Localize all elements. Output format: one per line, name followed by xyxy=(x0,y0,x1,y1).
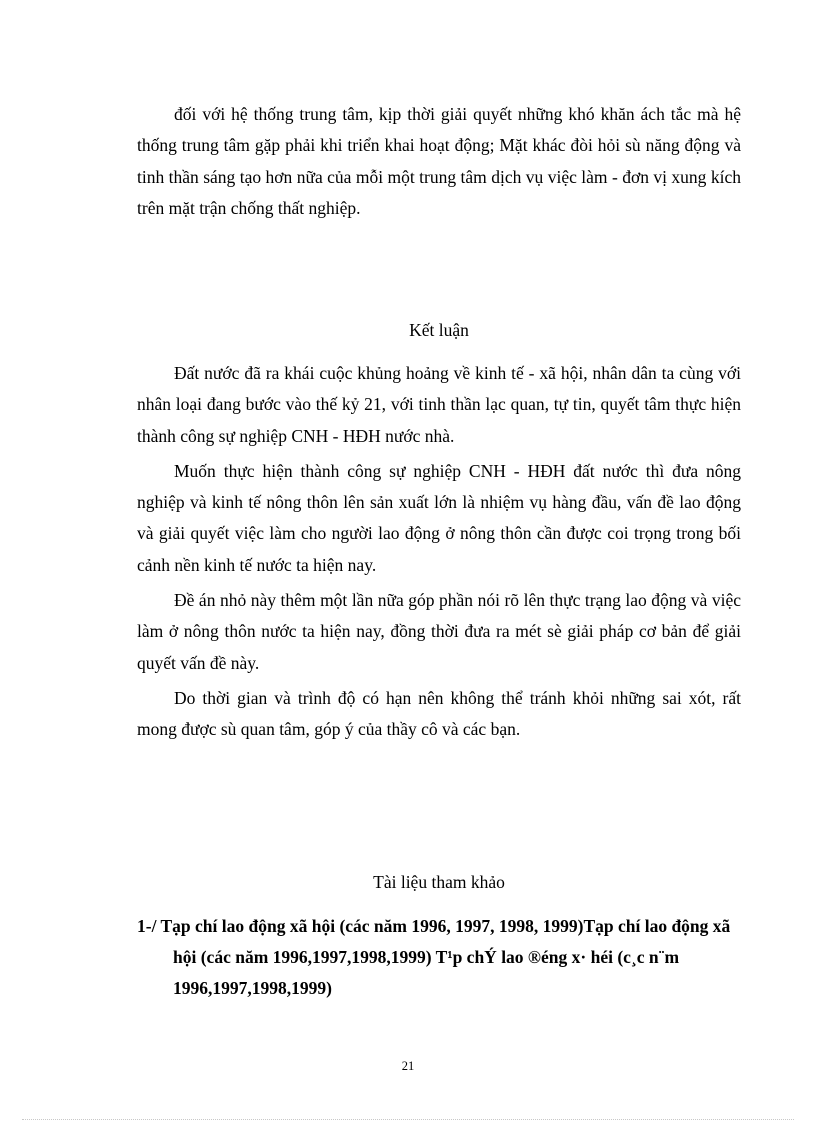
page-bottom-divider xyxy=(22,1119,794,1120)
page-number: 21 xyxy=(401,1059,415,1073)
conclusion-paragraph: Đề án nhỏ này thêm một lần nữa góp phần nói rõ lên thực trạng lao động và việc làm ở nông thôn nước ta hiện nay, đồng thời đưa ra mét sè giải pháp cơ bản để giải quyết vấn đề này. xyxy=(137,590,741,673)
references-heading: Tài liệu tham khảo xyxy=(373,872,505,892)
intro-paragraph: đối với hệ thống trung tâm, kịp thời giải quyết những khó khăn ách tắc mà hệ thống trung tâm gặp phải khi triển khai hoạt động; Mặt khác đòi hỏi sù năng động và tinh thần sáng tạo hơn nữa của mỗi một trung tâm dịch vụ việc làm - đơn vị xung kích trên mặt trận chống thất nghiệp. xyxy=(137,104,741,218)
conclusion-paragraph: Đất nước đã ra khái cuộc khủng hoảng về kinh tế - xã hội, nhân dân ta cùng với nhân loại đang bước vào thế kỷ 21, với tinh thần lạc quan, tự tin, quyết tâm thực hiện thành công sự nghiệp CNH - HĐH nước nhà. xyxy=(137,363,741,446)
reference-item: 1-/ Tạp chí lao động xã hội (các năm 1996, 1997, 1998, 1999)Tạp chí lao động xã hội (các năm 1996,1997,1998,1999) T¹p chÝ lao ®éng x· héi (c¸c n¨m 1996,1997,1998,1999) xyxy=(137,916,731,998)
conclusion-heading: Kết luận xyxy=(409,320,469,340)
conclusion-paragraph: Muốn thực hiện thành công sự nghiệp CNH - HĐH đất nước thì đưa nông nghiệp và kinh tế nông thôn lên sản xuất lớn là nhiệm vụ hàng đầu, vấn đề lao động và giải quyết việc làm cho người lao động ở nông thôn cần được coi trọng trong bối cảnh nền kinh tế nước ta hiện nay. xyxy=(137,460,741,575)
conclusion-paragraph: Do thời gian và trình độ có hạn nên không thể tránh khỏi những sai xót, rất mong được sù quan tâm, góp ý của thầy cô và các bạn. xyxy=(137,687,741,740)
conclusion-section xyxy=(137,358,741,746)
intro-text xyxy=(137,99,741,224)
